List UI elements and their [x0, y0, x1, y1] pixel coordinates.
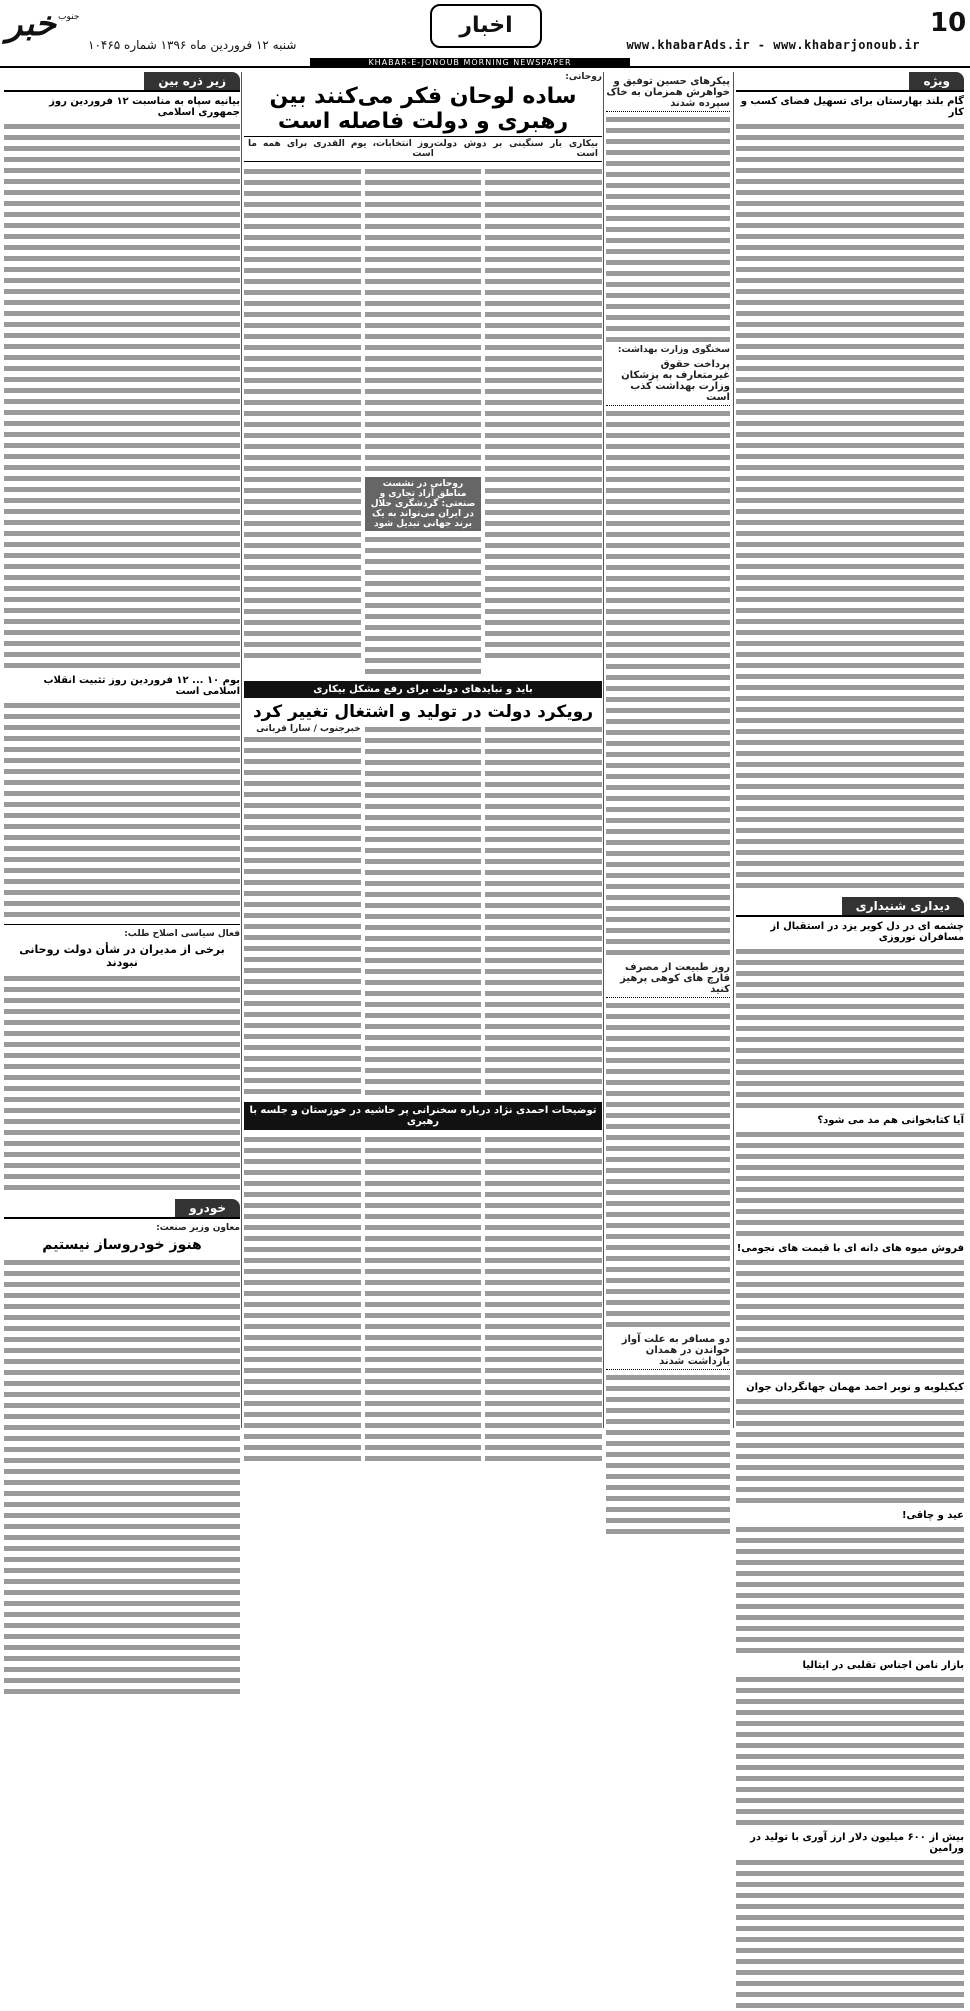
right-column [736, 72, 964, 1854]
logo-subtext: جنوب [58, 12, 80, 22]
article-headline[interactable]: آیا کتابخوانی هم مد می شود؟ [817, 1115, 964, 1126]
article-headline[interactable]: برخی از مدیران در شأن دولت روحانی نبودند [19, 943, 225, 969]
subhead: بیکاری بار سنگینی بر دوش دولت است [433, 139, 598, 159]
inline-subhead: روحانی در نشست مناطق آزاد تجاری و صنعتی: گردشگری حلال در ایران می‌تواند به یک برند جهانی تبدیل شود [365, 477, 482, 531]
column-divider [733, 72, 734, 1428]
section-box-header [736, 72, 964, 92]
logo-text: خبر [6, 4, 57, 44]
newspaper-logo [6, 4, 80, 60]
article-headline[interactable]: عید و چاقی! [901, 1510, 964, 1521]
article-body [736, 946, 964, 1111]
website-urls[interactable]: www.khabarAds.ir - www.khabarjonoub.ir [626, 38, 920, 52]
secondary-article-body [244, 724, 602, 1098]
section-box-header [4, 1199, 240, 1219]
article-headline[interactable]: پیکرهای حسین توفیق و خواهرش همزمان به خاک سپرده شدند [606, 76, 730, 112]
box-title: زیر ذره بین [144, 72, 240, 90]
article-body [736, 1129, 964, 1239]
article-body [736, 1674, 964, 1828]
article-body [606, 114, 730, 345]
article-headline[interactable]: بیانیه سپاه به مناسبت ۱۲ فروردین روز جمهوری اسلامی [49, 96, 240, 118]
article-headline[interactable]: بازار نامن اجناس تقلبی در ایتالیا [802, 1660, 964, 1671]
article-headline[interactable]: روز طبیعت از مصرف قارچ های کوهی پرهیز کنید [606, 962, 730, 998]
section-banner: باید و نبایدهای دولت برای رفع مشکل بیکاری [244, 681, 602, 698]
article-subhead: بوم ۱۰ ... ۱۲ فروردین روز تثبیت انقلاب اسلامی است [43, 675, 240, 697]
article-body [606, 1000, 730, 1330]
lead-kicker: روحانی: [565, 72, 602, 82]
narrow-column [606, 72, 730, 1432]
article-headline[interactable]: گام بلند بهارستان برای تسهیل فضای کسب و کار [740, 96, 964, 118]
byline: خبرجنوب / سارا قربانی [256, 724, 361, 734]
article-body [736, 1396, 964, 1506]
section-box-header [736, 897, 964, 917]
left-column [4, 72, 240, 1432]
article-body [736, 1524, 964, 1656]
article-divider [4, 924, 240, 925]
article-headline[interactable]: چشمه ای در دل کویر یزد در استقبال از مسافران نوروزی [770, 921, 964, 943]
tertiary-article-body [244, 1134, 602, 1464]
article-body [606, 408, 730, 958]
article-body [4, 700, 240, 920]
tagline: KHABAR-E-JONOUB MORNING NEWSPAPER [310, 58, 630, 68]
article-headline[interactable]: هنوز خودروساز نیستیم [42, 1237, 202, 1253]
article-headline[interactable]: بیش از ۶۰۰ میلیون دلار ارز آوری با تولید در ورامین [750, 1832, 964, 1854]
box-title: دیداری شنیداری [842, 897, 964, 915]
box-title: ویژه [909, 72, 964, 90]
article-kicker: فعال سیاسی اصلاح طلب: [124, 929, 240, 939]
lead-subheads [244, 136, 602, 162]
article-headline[interactable]: فروش میوه های دانه ای با قیمت های نجومی! [736, 1243, 964, 1254]
article-headline[interactable]: پرداخت حقوق غیرمتعارف به پزشکان وزارت بهداشت کذب است [606, 359, 730, 406]
article-kicker: معاون وزیر صنعت: [156, 1223, 240, 1233]
section-banner: توضیحات احمدی نژاد درباره سخنرانی پر حاشیه در خوزستان و جلسه با رهبری [244, 1102, 602, 1130]
article-body [736, 121, 964, 891]
article-body [606, 1372, 730, 1537]
article-body [736, 1857, 964, 2011]
article-body [4, 973, 240, 1193]
lead-headline[interactable]: ساده لوحان فکر می‌کنند بین رهبری و دولت فاصله است [269, 84, 577, 134]
page-number: 10 [930, 8, 967, 38]
column-divider [603, 72, 604, 1428]
article-body [736, 1257, 964, 1378]
subhead: روز انتخابات، یوم القدری برای همه ما است [248, 139, 434, 159]
center-column [244, 72, 602, 1432]
secondary-headline[interactable]: رویکرد دولت در تولید و اشتغال تغییر کرد [252, 702, 594, 722]
section-box-header [4, 72, 240, 92]
article-headline[interactable]: دو مسافر به علت آواز خواندن در همدان بازداشت شدند [606, 1334, 730, 1370]
article-headline[interactable]: کیکیلوبه و نوبر احمد مهمان جهانگردان جوان [746, 1382, 964, 1393]
article-body [4, 1257, 240, 1697]
article-body [4, 121, 240, 671]
issue-date: شنبه ۱۲ فروردین ماه ۱۳۹۶ شماره ۱۰۴۶۵ [88, 38, 297, 52]
box-title: خودرو [175, 1199, 240, 1217]
section-title: اخبار [430, 4, 542, 48]
column-divider [241, 72, 242, 1428]
lead-article-body [244, 166, 602, 677]
article-kicker: سخنگوی وزارت بهداشت: [617, 345, 730, 355]
masthead [0, 0, 970, 68]
